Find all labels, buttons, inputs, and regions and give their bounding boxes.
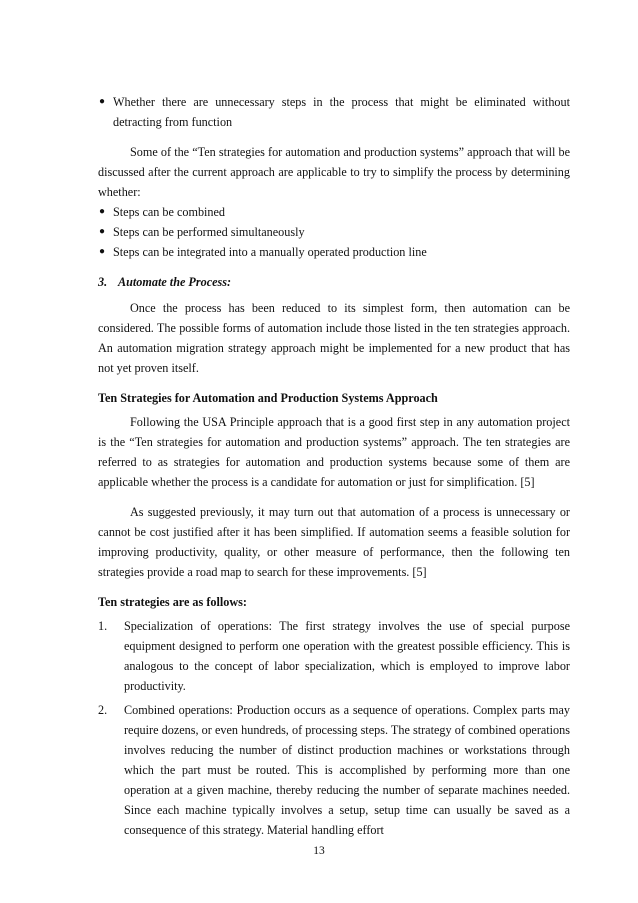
paragraph: As suggested previously, it may turn out that automation of a process is unnecessary or cannot be cost justified after it has been simplified. If automation seems a feasible solution for improving productivity, quality, or other measure of performance, then the following ten strategies provide a road map to search for these improvements. [5]	[98, 505, 570, 579]
strategies-list	[98, 616, 570, 840]
paragraph: Following the USA Principle approach that is a good first step in any automation project is the “Ten strategies for automation and production systems” approach. The ten strategies are referred to as strategies for automation and production systems because some of them are applicable whether the process is a candidate for automation or just for simplification. [5]	[98, 415, 570, 489]
list-item: ● Steps can be performed simultaneously	[98, 222, 570, 242]
section-heading: 3. Automate the Process:	[98, 275, 232, 289]
bullet-list-steps	[98, 202, 570, 262]
page-number: 13	[313, 845, 325, 857]
paragraph: Once the process has been reduced to its simplest form, then automation can be considered. The possible forms of automation include those listed in the ten strategies approach. An automation migration strategy approach might be implemented for a new product that has not yet proven itself.	[98, 301, 570, 375]
bullet-icon: ●	[99, 246, 106, 257]
list-item: 1. Specialization of operations: The first strategy involves the use of special purpose equipment designed to perform one operation with the greatest possible efficiency. This is analogous to the concept of labor specialization, which is employed to improve labor productivity.	[98, 619, 570, 693]
list-item: 2. Combined operations: Production occurs as a sequence of operations. Complex parts may require dozens, or even hundreds, of processing steps. The strategy of combined operations involves reducing the number of distinct production machines or workstations through which the part must be routed. This is accomplished by performing more than one operation at a given machine, thereby reducing the number of separate machines needed. Since each machine typically involves a setup, setup time can usually be saved as a consequence of this strategy. Material handling effort	[98, 703, 570, 837]
list-item: ● Steps can be integrated into a manually operated production line	[98, 242, 570, 262]
subsection-heading: Ten Strategies for Automation and Production Systems Approach	[98, 391, 438, 405]
list-heading: Ten strategies are as follows:	[98, 595, 247, 609]
page-content	[98, 92, 570, 844]
bullet-icon: ●	[99, 96, 106, 107]
paragraph: Some of the “Ten strategies for automation and production systems” approach that will be discussed after the current approach are applicable to try to simplify the process by determining whether:	[98, 145, 570, 199]
bullet-list-top	[98, 92, 570, 132]
bullet-icon: ●	[99, 206, 106, 217]
list-item: ● Steps can be combined	[98, 202, 570, 222]
list-item: ● Whether there are unnecessary steps in the process that might be eliminated without detracting from function	[98, 92, 570, 132]
bullet-icon: ●	[99, 226, 106, 237]
